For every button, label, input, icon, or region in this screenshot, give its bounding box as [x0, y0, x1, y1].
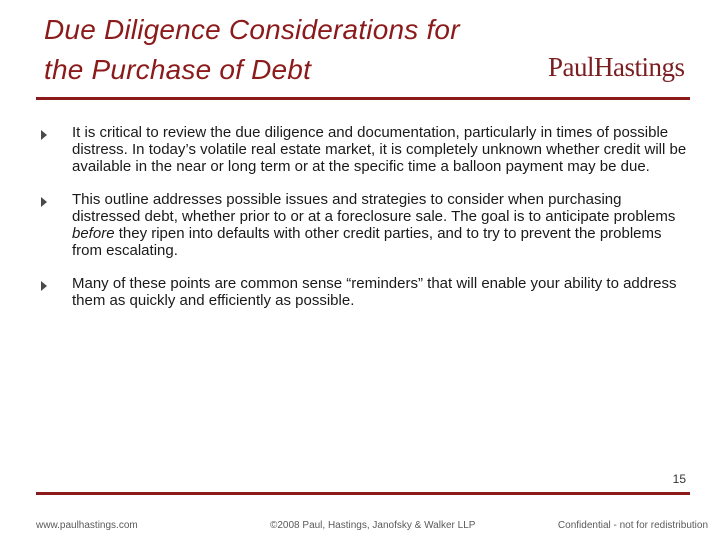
bullet-text: It is critical to review the due diligence and documentation, particularly in times of possible distress. In today’s volatile real estate market, it is completely unknown whether credit will be available in the near or long term or at the specific time a balloon payment may be due. — [72, 124, 687, 175]
top-divider — [36, 97, 690, 100]
page-number: 15 — [672, 472, 686, 486]
bullet-text-emphasis: before — [72, 225, 115, 242]
bullet-arrow-icon — [41, 130, 47, 140]
bullet-item — [40, 124, 690, 175]
bullet-item — [40, 191, 690, 259]
bottom-divider — [36, 492, 690, 495]
bullet-text-part: This outline addresses possible issues and strategies to consider when purchasing distressed debt, whether prior to or at a foreclosure sale. The goal is to anticipate problems — [72, 191, 676, 225]
bullet-item — [40, 275, 690, 309]
bullet-text — [72, 191, 690, 259]
bullet-arrow-icon — [41, 197, 47, 207]
bullet-list — [40, 124, 690, 325]
footer-copyright: ©2008 Paul, Hastings, Janofsky & Walker LLP — [270, 520, 476, 531]
slide-title — [44, 10, 544, 90]
paul-hastings-logo — [548, 52, 685, 82]
slide-title-line1: Due Diligence Considerations for — [44, 14, 460, 45]
footer-website-link[interactable]: www.paulhastings.com — [36, 520, 138, 531]
logo-hastings-text: Hastings — [594, 52, 685, 82]
logo-paul-text: Paul — [548, 52, 595, 82]
bullet-text-part: they ripen into defaults with other credit parties, and to try to prevent the problems from escalating. — [72, 225, 662, 259]
bullet-arrow-icon — [41, 281, 47, 291]
footer-confidential: Confidential - not for redistribution — [557, 520, 708, 531]
bullet-text: Many of these points are common sense “reminders” that will enable your ability to address them as quickly and efficiently as possible. — [72, 275, 677, 309]
slide-title-line2: the Purchase of Debt — [44, 54, 312, 85]
